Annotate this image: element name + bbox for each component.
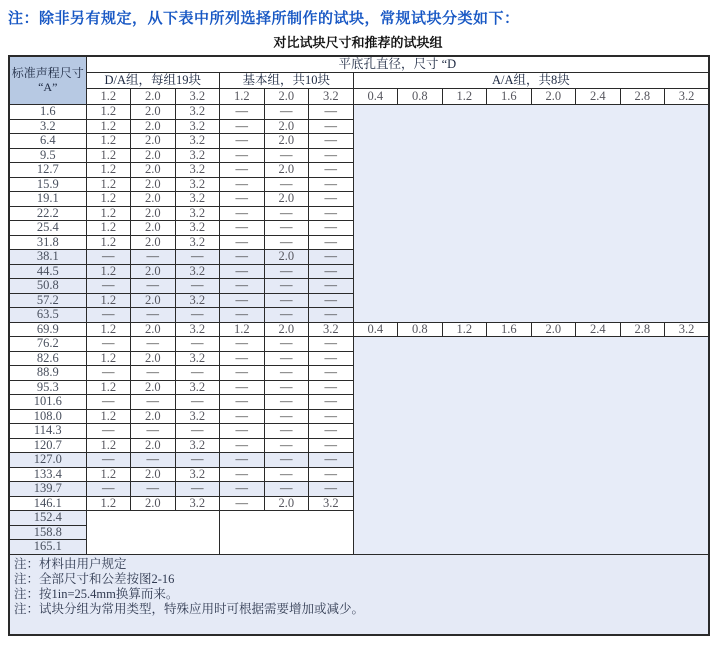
data-cell: — [220,438,265,453]
group-header-0: D/A组，每组19块 [86,73,220,89]
data-cell: 1.2 [86,148,131,163]
data-cell: — [309,264,354,279]
data-cell: — [309,424,354,439]
data-cell: — [175,482,220,497]
row-label: 120.7 [9,438,86,453]
data-cell: 3.2 [175,177,220,192]
data-cell: — [264,438,309,453]
row-label: 127.0 [9,453,86,468]
data-cell: — [309,279,354,294]
data-cell: — [220,366,265,381]
merged-empty-cell [220,511,354,555]
data-cell: — [220,148,265,163]
data-cell: 2.0 [264,250,309,265]
data-cell: — [264,279,309,294]
data-cell: — [264,148,309,163]
data-cell: — [220,134,265,149]
data-cell: — [131,366,176,381]
data-cell: 2.0 [131,322,176,337]
data-cell: 1.2 [86,235,131,250]
notes-row [9,554,709,635]
row-label: 133.4 [9,467,86,482]
data-cell: — [264,177,309,192]
data-cell: — [220,453,265,468]
col-a-header-line2: “A” [38,79,58,94]
row-label: 101.6 [9,395,86,410]
comparison-table [8,55,710,636]
aa-data-cell: 2.4 [576,322,621,337]
data-cell: 3.2 [309,496,354,511]
data-cell: — [264,264,309,279]
note-line: 注：材料由用户规定 [14,556,127,571]
data-cell: 2.0 [131,409,176,424]
row-label: 165.1 [9,540,86,555]
data-cell: 2.0 [131,235,176,250]
data-cell: — [220,192,265,207]
data-cell: — [264,409,309,424]
data-cell: — [175,395,220,410]
data-cell: — [264,395,309,410]
data-cell: 1.2 [86,221,131,236]
data-cell: — [309,351,354,366]
data-cell: — [131,395,176,410]
data-cell: 2.0 [131,119,176,134]
data-cell: 2.0 [131,496,176,511]
data-cell: 1.2 [86,105,131,120]
aa-data-cell: 0.8 [398,322,443,337]
aa-data-cell: 1.6 [487,322,532,337]
data-cell: 2.0 [131,380,176,395]
data-cell: — [309,192,354,207]
data-cell: 1.2 [86,322,131,337]
data-cell: 2.0 [264,322,309,337]
data-cell: — [220,221,265,236]
note-line: 注：按1in=25.4mm换算而来。 [14,587,179,602]
data-cell: 3.2 [175,235,220,250]
row-label: 31.8 [9,235,86,250]
data-cell: — [309,134,354,149]
data-cell: — [220,206,265,221]
diameter-col-header: 3.2 [175,89,220,105]
note-line: 注：全部尺寸和公差按图2-16 [14,571,175,586]
data-cell: — [264,221,309,236]
table-title: 对比试块尺寸和推荐的试块组 [273,36,443,51]
hole-diameter-header: 平底孔直径，尺寸 “D [86,56,709,73]
data-cell: 3.2 [175,496,220,511]
data-cell: 2.0 [131,177,176,192]
row-label: 22.2 [9,206,86,221]
group-header-1: 基本组，共10块 [220,73,354,89]
note-line: 注：试块分组为常用类型，特殊应用时可根据需要增加或减少。 [14,602,365,617]
diameter-col-header: 1.2 [220,89,265,105]
table-row [9,337,709,352]
data-cell: — [220,467,265,482]
row-label: 6.4 [9,134,86,149]
row-label: 139.7 [9,482,86,497]
data-cell: — [309,467,354,482]
row-label: 57.2 [9,293,86,308]
data-cell: — [131,453,176,468]
data-cell: 1.2 [86,409,131,424]
aa-data-cell: 3.2 [665,322,710,337]
row-label: 3.2 [9,119,86,134]
data-cell: — [175,279,220,294]
row-label: 50.8 [9,279,86,294]
data-cell: — [309,380,354,395]
row-label: 44.5 [9,264,86,279]
aa-merged-empty-cell [353,105,709,323]
data-cell: 2.0 [131,221,176,236]
row-label: 19.1 [9,192,86,207]
aa-data-cell: 0.4 [353,322,398,337]
data-cell: — [86,453,131,468]
data-cell: — [220,235,265,250]
row-label: 63.5 [9,308,86,323]
data-cell: — [309,119,354,134]
diameter-col-header: 3.2 [665,89,710,105]
data-cell: — [131,482,176,497]
data-cell: 2.0 [131,148,176,163]
row-label: 95.3 [9,380,86,395]
data-cell: — [220,424,265,439]
data-cell: 2.0 [131,163,176,178]
data-cell: — [86,366,131,381]
data-cell: — [309,453,354,468]
data-cell: 1.2 [86,163,131,178]
table-row [9,105,709,120]
data-cell: 2.0 [264,192,309,207]
row-label: 158.8 [9,525,86,540]
data-cell: — [175,337,220,352]
data-cell: — [309,366,354,381]
data-cell: 1.2 [86,134,131,149]
data-cell: — [220,293,265,308]
row-label: 114.3 [9,424,86,439]
data-cell: 2.0 [131,351,176,366]
data-cell: — [86,424,131,439]
notes-cell [9,554,709,635]
data-cell: — [309,482,354,497]
data-cell: — [175,453,220,468]
data-cell: — [220,163,265,178]
data-cell: — [309,308,354,323]
data-cell: — [309,438,354,453]
row-label: 152.4 [9,511,86,526]
data-cell: — [220,380,265,395]
data-cell: — [309,409,354,424]
data-cell: — [220,279,265,294]
row-label: 108.0 [9,409,86,424]
data-cell: 3.2 [175,409,220,424]
diameter-col-header: 1.2 [442,89,487,105]
data-cell: — [131,250,176,265]
aa-merged-empty-cell [353,337,709,555]
data-cell: — [86,279,131,294]
data-cell: 1.2 [86,119,131,134]
data-cell: — [175,308,220,323]
row-label: 9.5 [9,148,86,163]
header-row-3 [9,89,709,105]
data-cell: 1.2 [86,351,131,366]
data-cell: 3.2 [175,163,220,178]
page-title: 注：除非另有规定，从下表中所列选择所制作的试块，常规试块分类如下： [8,9,520,27]
data-cell: 2.0 [131,438,176,453]
data-cell: 3.2 [175,148,220,163]
row-label: 15.9 [9,177,86,192]
data-cell: 1.2 [86,380,131,395]
data-cell: 3.2 [175,221,220,236]
data-cell: — [309,163,354,178]
data-cell: — [264,293,309,308]
row-label: 82.6 [9,351,86,366]
data-cell: — [220,119,265,134]
data-cell: 1.2 [86,467,131,482]
row-label: 38.1 [9,250,86,265]
data-cell: — [220,250,265,265]
data-cell: — [309,148,354,163]
data-cell: 3.2 [175,105,220,120]
data-cell: — [264,467,309,482]
data-cell: 2.0 [264,134,309,149]
aa-data-cell: 2.8 [620,322,665,337]
table-body [9,105,709,635]
data-cell: 1.2 [86,438,131,453]
group-header-2: A/A组，共8块 [353,73,709,89]
data-cell: 2.0 [131,134,176,149]
col-a-header-line1: 标准声程尺寸 [11,65,84,80]
data-cell: — [309,105,354,120]
row-label: 12.7 [9,163,86,178]
data-cell: — [86,395,131,410]
data-cell: 1.2 [86,206,131,221]
data-cell: — [309,221,354,236]
data-cell: — [175,250,220,265]
data-cell: 3.2 [175,351,220,366]
data-cell: 1.2 [86,192,131,207]
data-cell: 2.0 [131,293,176,308]
data-cell: — [131,279,176,294]
data-cell: — [264,366,309,381]
data-cell: — [309,250,354,265]
data-cell: 3.2 [175,192,220,207]
row-label: 25.4 [9,221,86,236]
data-cell: — [264,482,309,497]
data-cell: — [220,337,265,352]
data-cell: — [264,380,309,395]
data-cell: 1.2 [86,293,131,308]
data-cell: 3.2 [175,264,220,279]
row-label: 88.9 [9,366,86,381]
data-cell: — [131,424,176,439]
row-label: 69.9 [9,322,86,337]
diameter-col-header: 0.8 [398,89,443,105]
data-cell: 2.0 [264,119,309,134]
data-cell: — [220,351,265,366]
col-a-header [9,56,86,105]
data-cell: — [309,293,354,308]
data-cell: 3.2 [175,134,220,149]
diameter-col-header: 1.6 [487,89,532,105]
data-cell: 3.2 [309,322,354,337]
data-cell: — [264,424,309,439]
data-cell: — [309,395,354,410]
data-cell: — [220,105,265,120]
data-cell: 2.0 [131,105,176,120]
header-row-1 [9,56,709,73]
diameter-col-header: 1.2 [86,89,131,105]
diameter-col-header: 0.4 [353,89,398,105]
diameter-col-header: 2.0 [531,89,576,105]
data-cell: — [86,482,131,497]
diameter-col-header: 2.0 [131,89,176,105]
data-cell: — [309,235,354,250]
data-cell: — [309,337,354,352]
row-label: 146.1 [9,496,86,511]
diameter-col-header: 2.4 [576,89,621,105]
merged-empty-cell [86,511,220,555]
header-row-2 [9,73,709,89]
data-cell: 1.2 [86,264,131,279]
data-cell: — [264,206,309,221]
data-cell: 1.2 [86,496,131,511]
table-row [9,322,709,337]
data-cell: 1.2 [220,322,265,337]
data-cell: — [175,424,220,439]
data-cell: — [131,337,176,352]
data-cell: 3.2 [175,438,220,453]
data-cell: — [86,337,131,352]
row-label: 76.2 [9,337,86,352]
data-cell: — [131,308,176,323]
data-cell: 3.2 [175,206,220,221]
data-cell: — [220,409,265,424]
diameter-col-header: 2.8 [620,89,665,105]
data-cell: 2.0 [131,264,176,279]
data-cell: 3.2 [175,322,220,337]
data-cell: — [220,308,265,323]
diameter-col-header: 3.2 [309,89,354,105]
data-cell: — [309,206,354,221]
data-cell: — [220,395,265,410]
data-cell: 2.0 [131,206,176,221]
data-cell: — [264,337,309,352]
data-cell: 2.0 [264,496,309,511]
data-cell: — [220,177,265,192]
aa-data-cell: 2.0 [531,322,576,337]
table-header [9,56,709,105]
row-label: 1.6 [9,105,86,120]
data-cell: — [175,366,220,381]
data-cell: — [220,264,265,279]
data-cell: — [309,177,354,192]
diameter-col-header: 2.0 [264,89,309,105]
data-cell: — [86,250,131,265]
data-cell: 3.2 [175,380,220,395]
data-cell: 2.0 [131,467,176,482]
data-cell: — [264,453,309,468]
data-cell: — [220,496,265,511]
aa-data-cell: 1.2 [442,322,487,337]
data-cell: — [264,235,309,250]
data-cell: — [264,351,309,366]
data-cell: 2.0 [131,192,176,207]
data-cell: 3.2 [175,467,220,482]
data-cell: 3.2 [175,293,220,308]
data-cell: — [264,308,309,323]
data-cell: 1.2 [86,177,131,192]
data-cell: 3.2 [175,119,220,134]
data-cell: 2.0 [264,163,309,178]
data-cell: — [220,482,265,497]
data-cell: — [264,105,309,120]
data-cell: — [86,308,131,323]
